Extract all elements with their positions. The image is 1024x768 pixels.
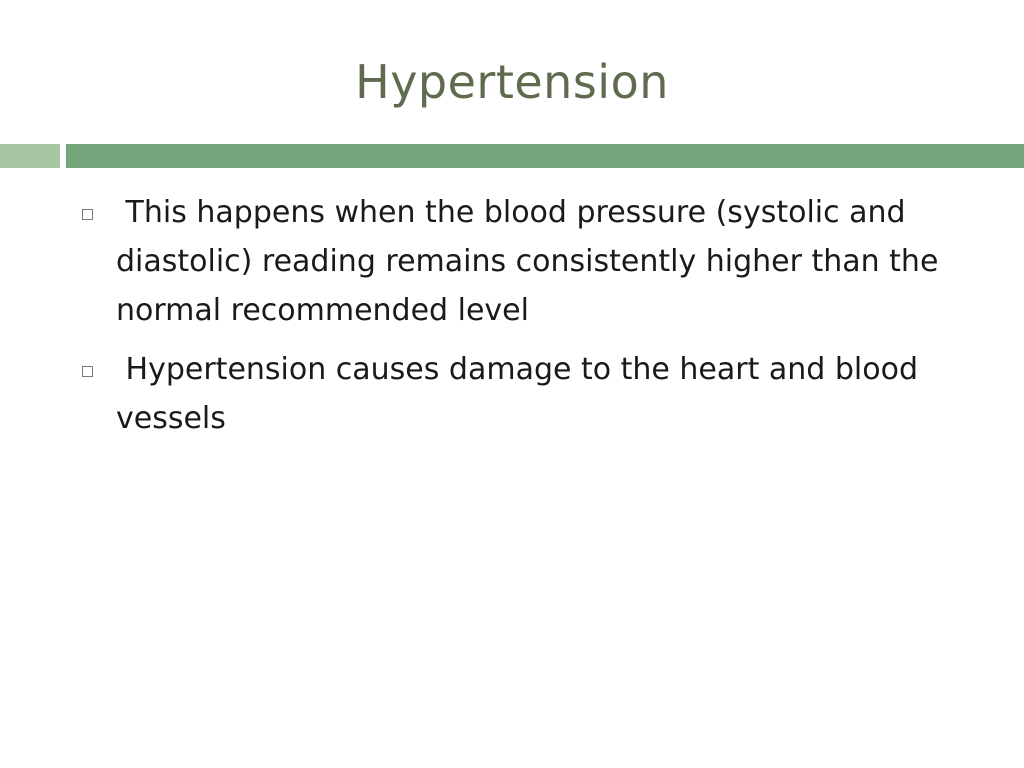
bullet-item [0,188,1024,335]
slide-title: Hypertension [355,55,669,109]
bullet-item [0,345,1024,443]
bullet-list [0,188,1024,453]
hollow-square-icon [82,366,93,377]
title-accent-bar-left [0,144,60,168]
bullet-text: This happens when the blood pressure (systolic and diastolic) reading remains consistently higher than the normal recommended level [116,195,939,328]
title-accent-bar-right [66,144,1024,168]
bullet-text: Hypertension causes damage to the heart and blood vessels [116,352,919,436]
hollow-square-icon [82,209,93,220]
